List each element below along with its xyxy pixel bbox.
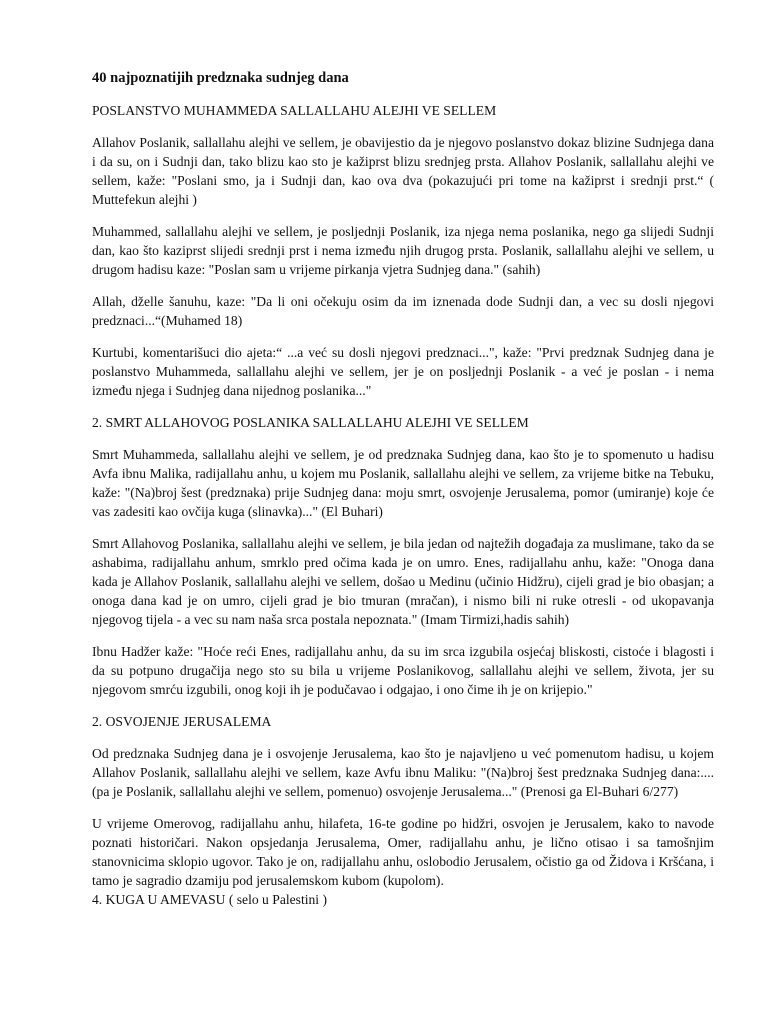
- paragraph: Muhammed, sallallahu alejhi ve sellem, je posljednji Poslanik, iza njega nema poslanika, nego ga slijedi Sudnji dan, kao što kaziprst slijedi srednji prst i nema između njih drugog prsta. Poslanik, sallallahu alejhi ve sellem, u drugom hadisu kaze: "Poslan sam u vrijeme pirkanja vjetra Sudnjeg dana." (sahih): [92, 224, 714, 277]
- document-body: [92, 69, 714, 909]
- paragraph: U vrijeme Omerovog, radijallahu anhu, hilafeta, 16-te godine po hidžri, osvojen je Jerusalem, kako to navode poznati historičari. Nakon opsjedanja Jerusalema, Omer, radijallahu anhu, je lično otisao i sa tamošnjim stanovnicima sklopio ugovor. Tako je on, radijallahu anhu, oslobodio Jerusalem, očistio ga od Židova i Kršćana, i tamo je sagradio dzamiju pod jerusalemskom kubom (kupolom).: [92, 816, 714, 888]
- section-heading: POSLANSTVO MUHAMMEDA SALLALLAHU ALEJHI VE SELLEM: [92, 103, 497, 118]
- section-heading: 2. SMRT ALLAHOVOG POSLANIKA SALLALLAHU ALEJHI VE SELLEM: [92, 415, 529, 430]
- paragraph: Od predznaka Sudnjeg dana je i osvojenje Jerusalema, kao što je najavljeno u već pomenutom hadisu, u kojem Allahov Poslanik, sallallahu alejhi ve sellem, kaze Avfu ibnu Maliku: "(Na)broj šest predznaka Sudnjeg dana:.... (pa je Poslanik, sallallahu alejhi ve sellem, pomenuo) osvojenje Jerusalema..." (Prenosi ga El-Buhari 6/277): [92, 746, 714, 799]
- paragraph: Smrt Allahovog Poslanika, sallallahu alejhi ve sellem, je bila jedan od najtežih događaja za muslimane, tako da se ashabima, radijallahu anhum, smrklo pred očima kada je on umro. Enes, radijallahu anhu, kaže: "Onoga dana kada je Allahov Poslanik, sallallahu alejhi ve sellem, došao u Medinu (učinio Hidžru), cijeli grad je bio obasjan; a onoga dana kad je on umro, cijeli grad je bio tmuran (mračan), i nismo bili ni ruke otresli - od ukopavanja njegovog tijela - a vec su nam naša srca postala nepoznata." (Imam Tirmizi,hadis sahih): [92, 536, 714, 627]
- paragraph: Allahov Poslanik, sallallahu alejhi ve sellem, je obavijestio da je njegovo poslanstvo dokaz blizine Sudnjega dana i da su, on i Sudnji dan, tako blizu kao sto je kažiprst blizu srednjeg prsta. Allahov Poslanik, sallallahu alejhi ve sellem, kaže: "Poslani smo, ja i Sudnji dan, kao ova dva (pokazujući pri tome na kažiprst i srednji prst.“ ( Muttefekun alejhi ): [92, 135, 714, 207]
- section-heading: 4. KUGA U AMEVASU ( selo u Palestini ): [92, 892, 328, 907]
- paragraph: Allah, dželle šanuhu, kaze: "Da li oni očekuju osim da im iznenada dode Sudnji dan, a vec su dosli njegovi predznaci...“(Muhamed 18): [92, 294, 714, 328]
- paragraph: Smrt Muhammeda, sallallahu alejhi ve sellem, je od predznaka Sudnjeg dana, kao što je to spomenuto u hadisu Avfa ibnu Malika, radijallahu anhu, u kojem mu Poslanik, sallallahu alejhi ve sellem, za vrijeme bitke na Tebuku, kaže: "(Na)broj šest (predznaka) prije Sudnjeg dana: moju smrt, osvojenje Jerusalema, pomor (umiranje) koje će vas zadesiti kao ovčija kuga (slinavka)..." (El Buhari): [92, 447, 714, 519]
- document-title: 40 najpoznatijih predznaka sudnjeg dana: [92, 70, 349, 86]
- section-heading: 2. OSVOJENJE JERUSALEMA: [92, 714, 272, 729]
- paragraph: Ibnu Hadžer kaže: "Hoće reći Enes, radijallahu anhu, da su im srca izgubila osjećaj bliskosti, cistoće i blagosti i da su potpuno drugačija nego sto su bila u vrijeme Poslanikovog, sallallahu alejhi ve sellem, života, jer su njegovom smrću izgubili, onog koji ih je podučavao i odgajao, i ono čime ih je on krijepio.": [92, 644, 714, 697]
- paragraph: Kurtubi, komentarišuci dio ajeta:“ ...a već su dosli njegovi predznaci...", kaže: "Prvi predznak Sudnjeg dana je poslanstvo Muhammeda, sallallahu alejhi ve sellem, jer je on posljednji Poslanik - a već je poslan - i nema između njega i Sudnjeg dana nijednog poslanika...": [92, 345, 714, 398]
